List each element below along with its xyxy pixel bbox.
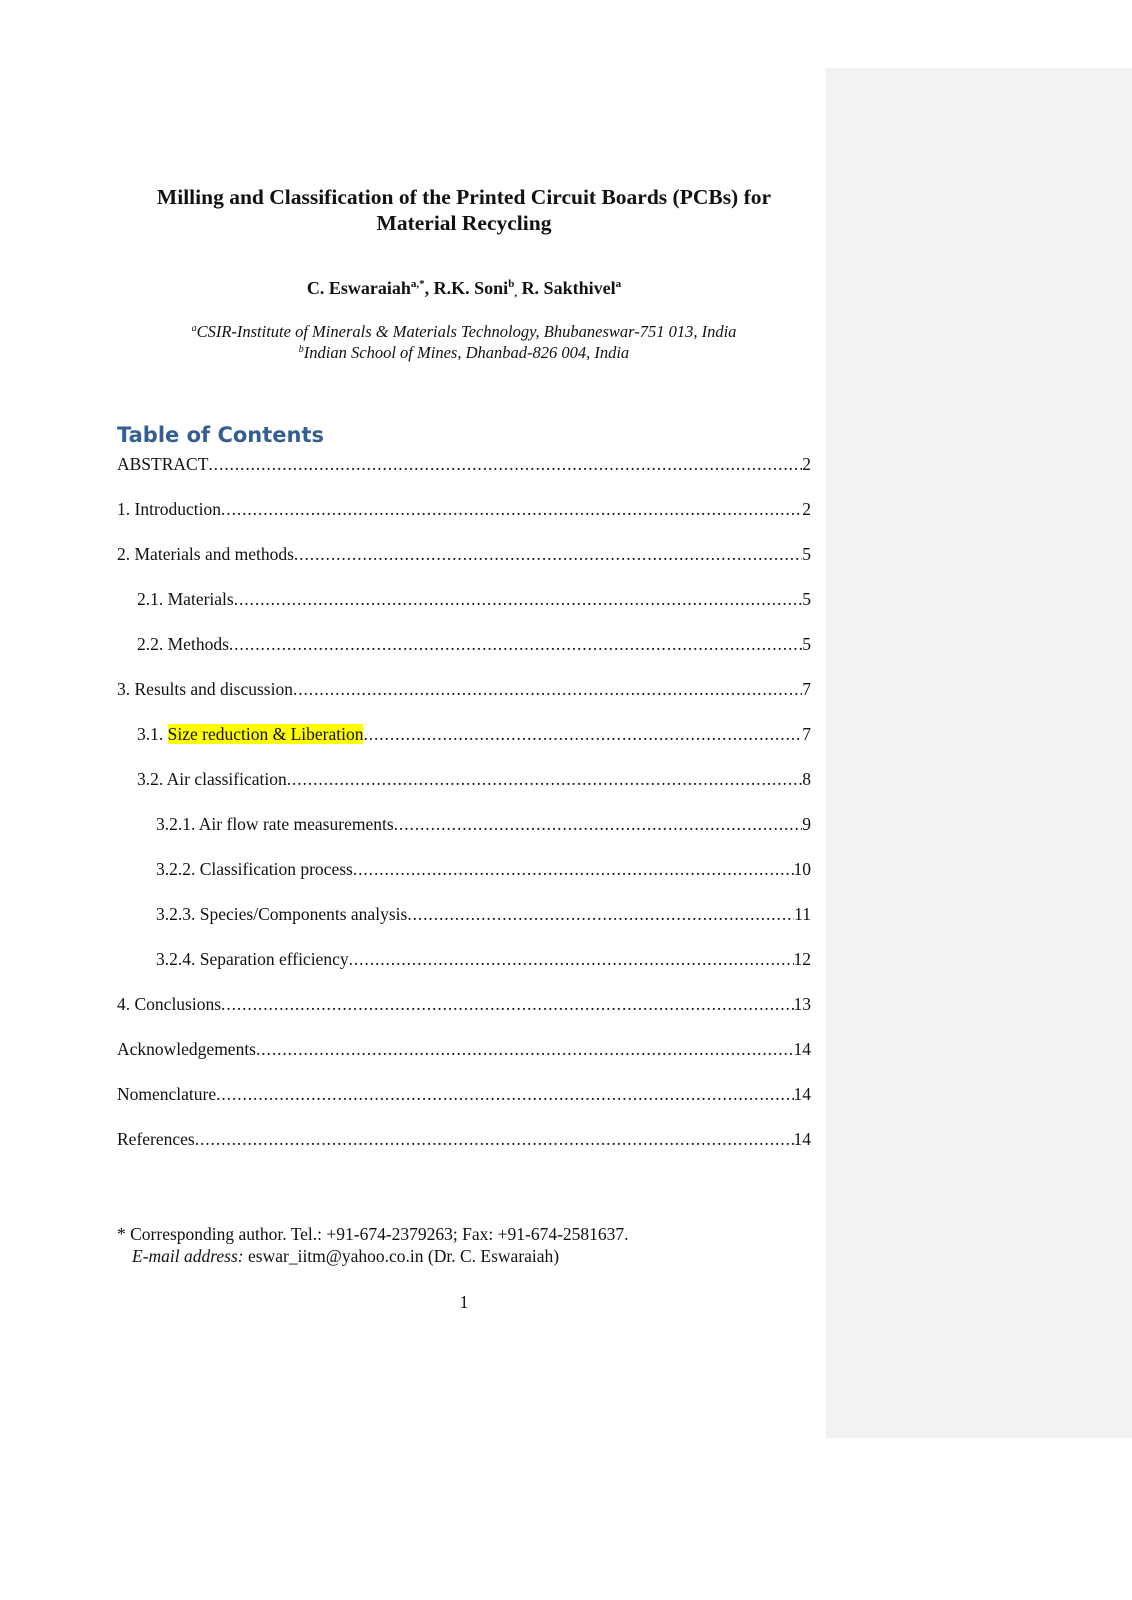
affiliation-text: Indian School of Mines, Dhanbad-826 004, India	[303, 343, 630, 362]
toc-entry-label: Acknowledgements	[117, 1039, 256, 1059]
toc-entry-label: 3.2.2. Classification process	[156, 859, 353, 879]
toc-entry-label	[137, 722, 363, 746]
toc-entry-page: 11	[794, 904, 811, 924]
affiliation-list	[116, 321, 812, 363]
toc-entry-label: References	[117, 1129, 195, 1149]
affiliation-text: CSIR-Institute of Minerals & Materials Technology, Bhubaneswar-751 013, India	[196, 322, 737, 341]
toc-entry-size-reduction[interactable]	[117, 722, 811, 767]
email-address[interactable]: eswar_iitm@yahoo.co.in (Dr. C. Eswaraiah)	[243, 1246, 560, 1266]
toc-entry-number: 3.1.	[137, 724, 168, 744]
author-name: R. Sakthivel	[521, 278, 616, 298]
toc-entry-page: 10	[793, 859, 811, 879]
toc-dot-leader	[349, 947, 794, 971]
author-affiliation-mark: b	[508, 278, 515, 290]
toc-entry-page: 13	[793, 994, 811, 1014]
toc-entry-materials-and-methods[interactable]	[117, 542, 811, 587]
toc-dot-leader	[353, 857, 794, 881]
toc-entry-label: 3.2.1. Air flow rate measurements	[156, 814, 394, 834]
page-number: 1	[459, 1292, 469, 1312]
title-line-1: Milling and Classification of the Printed Circuit Boards (PCBs) for	[156, 185, 772, 209]
toc-entry-label: 2.2. Methods	[137, 634, 229, 654]
toc-entry-page: 5	[802, 544, 811, 564]
toc-entry-page: 7	[802, 724, 811, 744]
toc-entry-label: 2. Materials and methods	[117, 544, 294, 564]
toc-entry-abstract[interactable]	[117, 452, 811, 497]
author-affiliation-mark: a,*	[410, 278, 425, 290]
toc-dot-leader	[195, 1127, 794, 1151]
toc-entry-page: 2	[802, 499, 811, 519]
title-line-2: Material Recycling	[376, 211, 552, 235]
toc-entry-introduction[interactable]	[117, 497, 811, 542]
toc-entry-label: 3.2. Air classification	[137, 769, 287, 789]
comment-margin-pane	[826, 68, 1132, 1438]
toc-entry-species-analysis[interactable]	[117, 902, 811, 947]
toc-dot-leader	[363, 722, 802, 746]
toc-entry-air-classification[interactable]	[117, 767, 811, 812]
toc-entry-label: Nomenclature	[117, 1084, 217, 1104]
toc-dot-leader	[229, 632, 802, 656]
toc-entry-separation-efficiency[interactable]	[117, 947, 811, 992]
toc-entry-acknowledgements[interactable]	[117, 1037, 811, 1082]
paper-title	[116, 184, 812, 236]
toc-dot-leader	[287, 767, 803, 791]
affiliation-mark: b	[298, 344, 304, 355]
toc-dot-leader	[394, 812, 803, 836]
toc-entry-label: 1. Introduction	[117, 499, 222, 519]
toc-dot-leader	[407, 902, 794, 926]
table-of-contents	[117, 452, 811, 1172]
toc-entry-page: 14	[793, 1039, 811, 1059]
toc-dot-leader	[221, 497, 802, 521]
toc-dot-leader	[293, 677, 802, 701]
toc-dot-leader	[216, 1082, 793, 1106]
toc-entry-page: 14	[793, 1129, 811, 1149]
toc-entry-materials[interactable]	[117, 587, 811, 632]
toc-entry-label: 3.2.3. Species/Components analysis	[156, 904, 408, 924]
toc-entry-page: 5	[802, 634, 811, 654]
toc-dot-leader	[234, 587, 803, 611]
author-affiliation-mark: a	[615, 278, 622, 290]
toc-entry-label: 3.2.4. Separation efficiency	[156, 949, 349, 969]
toc-entry-classification-process[interactable]	[117, 857, 811, 902]
email-label: E-mail address:	[132, 1246, 244, 1266]
toc-entry-air-flow-rate[interactable]	[117, 812, 811, 857]
corresponding-author-footnote	[117, 1223, 629, 1267]
highlighted-text: Size reduction & Liberation	[167, 724, 364, 744]
toc-entry-page: 14	[793, 1084, 811, 1104]
toc-entry-methods[interactable]	[117, 632, 811, 677]
toc-entry-page: 5	[802, 589, 811, 609]
toc-entry-page: 2	[802, 454, 811, 474]
author-name: R.K. Soni	[433, 278, 509, 298]
toc-dot-leader	[208, 452, 802, 476]
footnote-email-line	[117, 1245, 629, 1267]
toc-entry-conclusions[interactable]	[117, 992, 811, 1037]
toc-entry-page: 7	[802, 679, 811, 699]
toc-entry-label: 3. Results and discussion	[117, 679, 293, 699]
author-name: C. Eswaraiah	[306, 278, 411, 298]
toc-dot-leader	[221, 992, 793, 1016]
affiliation-a	[116, 321, 812, 342]
toc-entry-label: 4. Conclusions	[117, 994, 222, 1014]
toc-entry-label: 2.1. Materials	[137, 589, 234, 609]
author-list: C. Eswaraiah$^{a,*}$, R.K. Soni$^b_,$ R. Sakthivel$^a$	[306, 278, 622, 299]
toc-entry-references[interactable]	[117, 1127, 811, 1172]
toc-heading: Table of Contents	[117, 423, 325, 447]
toc-dot-leader	[256, 1037, 794, 1061]
toc-entry-page: 8	[802, 769, 811, 789]
toc-dot-leader	[294, 542, 802, 566]
toc-entry-page: 12	[793, 949, 811, 969]
toc-entry-label: ABSTRACT	[117, 454, 209, 474]
footnote-contact-line: * Corresponding author. Tel.: +91-674-2379263; Fax: +91-674-2581637.	[117, 1224, 629, 1244]
affiliation-b	[116, 342, 812, 363]
toc-entry-page: 9	[802, 814, 811, 834]
affiliation-mark: a	[191, 323, 197, 334]
toc-entry-results-and-discussion[interactable]	[117, 677, 811, 722]
toc-entry-nomenclature[interactable]	[117, 1082, 811, 1127]
